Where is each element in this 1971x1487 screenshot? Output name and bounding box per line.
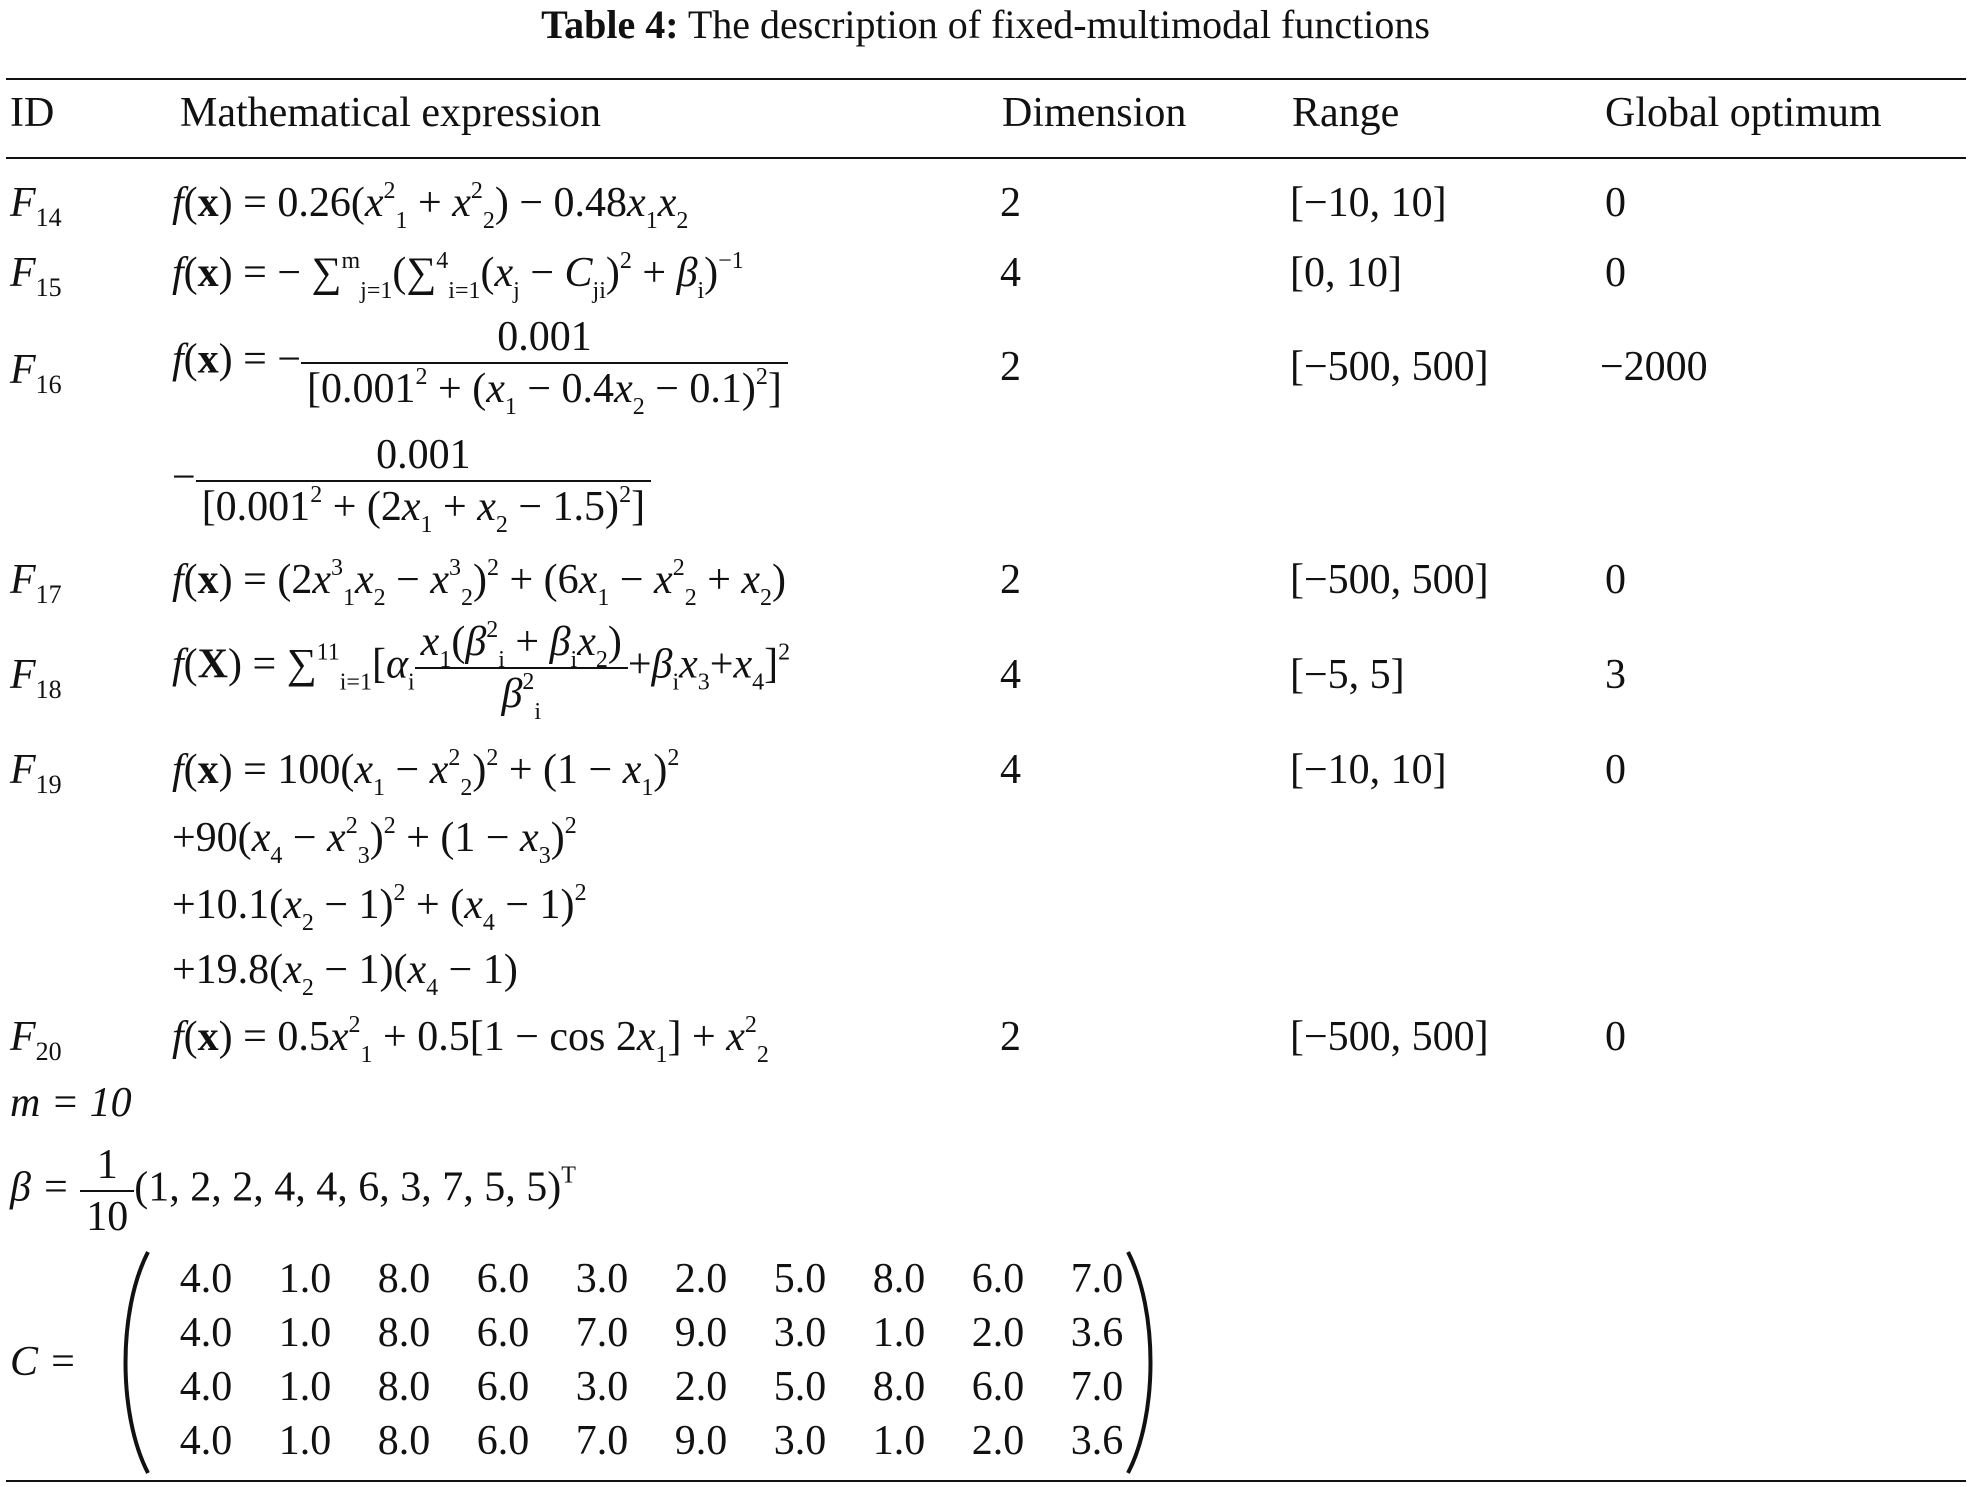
expression-f19-line3: $+10.1(x_2 - 1)^2 + (x_4 - 1)^2$	[172, 880, 587, 936]
expression-f16-line1: f(x) = − $\frac{0.001}{[0.001^2 + (x_1 - 0.4x_2 - 0.1)^2]}$	[172, 312, 788, 414]
table-caption-text: The description of fixed-multimodal functions	[687, 2, 1430, 47]
matrix-cell: 4.0	[179, 1418, 233, 1464]
bottom-rule	[6, 1480, 1966, 1482]
note-c-lhs: C =	[10, 1339, 77, 1385]
expression-f19-line2: $+90(x_4 - x^2_3)^2 + (1 - x_3)^2$	[172, 813, 577, 869]
optimum-f16: −2000	[1600, 344, 1708, 390]
matrix-cell: 2.0	[971, 1418, 1025, 1464]
expression-f17: $f(x) = (2x^3_1x_2 - x^3_2)^2 + (6x_1 - x^2_2 + x_2)$	[172, 555, 787, 611]
note-beta	[10, 1140, 576, 1242]
matrix-cell: 8.0	[377, 1256, 431, 1302]
expression-f19-line4: $+19.8(x_2 - 1)(x_4 - 1)$	[172, 947, 518, 1001]
range-f17: [−500, 500]	[1290, 557, 1489, 603]
optimum-f18: 3	[1605, 652, 1626, 698]
beta-lhs: β =	[10, 1164, 70, 1211]
range-f15: [0, 10]	[1290, 250, 1402, 296]
matrix-cell: 1.0	[278, 1364, 332, 1410]
header-dimension: Dimension	[1002, 90, 1187, 136]
matrix-cell: 6.0	[476, 1418, 530, 1464]
matrix-cell: 8.0	[377, 1418, 431, 1464]
header-optimum: Global optimum	[1605, 90, 1882, 136]
matrix-row	[156, 1306, 1124, 1360]
row-id-f18: $F_{18}$	[10, 652, 62, 704]
table-caption-label: Table 4:	[541, 2, 679, 47]
dimension-f14: 2	[1000, 180, 1021, 226]
matrix-cell: 6.0	[476, 1256, 530, 1302]
beta-vector: (1, 2, 2, 4, 4, 6, 3, 7, 5, 5)	[134, 1164, 562, 1211]
matrix-row	[156, 1360, 1124, 1414]
matrix-cell: 8.0	[377, 1310, 431, 1356]
range-f16: [−500, 500]	[1290, 344, 1489, 390]
expression-f15: f(x) = − $\sum^m_{j=1}(\sum^4_{i=1}(x_j - C_{ji})^2 + \beta_i)^{-1}$	[172, 248, 744, 304]
matrix-cell: 2.0	[674, 1364, 728, 1410]
range-f20: [−500, 500]	[1290, 1014, 1489, 1060]
matrix-cell: 3.0	[575, 1256, 629, 1302]
left-paren	[112, 1250, 156, 1475]
matrix-cell: 4.0	[179, 1364, 233, 1410]
matrix-cell: 8.0	[377, 1364, 431, 1410]
optimum-f19: 0	[1605, 747, 1626, 793]
range-f18: [−5, 5]	[1290, 652, 1405, 698]
matrix-c	[112, 1250, 1164, 1475]
dimension-f17: 2	[1000, 557, 1021, 603]
matrix-cell: 5.0	[773, 1364, 827, 1410]
matrix-cell: 3.0	[773, 1310, 827, 1356]
dimension-f16: 2	[1000, 344, 1021, 390]
matrix-cell: 4.0	[179, 1256, 233, 1302]
matrix-cell: 9.0	[674, 1310, 728, 1356]
matrix-cell: 6.0	[476, 1310, 530, 1356]
matrix-cell: 8.0	[872, 1256, 926, 1302]
matrix-cell: 1.0	[872, 1310, 926, 1356]
header-id: ID	[10, 90, 55, 136]
range-f14: [−10, 10]	[1290, 180, 1447, 226]
expression-f16-line2: − $\frac{0.001}{[0.001^2 + (2x_1 + x_2 - 1.5)^2]}$	[172, 430, 651, 532]
dimension-f15: 4	[1000, 250, 1021, 296]
optimum-f17: 0	[1605, 557, 1626, 603]
matrix-cell: 4.0	[179, 1310, 233, 1356]
header-expression: Mathematical expression	[180, 90, 602, 136]
beta-frac-num: 1	[96, 1142, 118, 1188]
row-id-f14: $F_{14}$	[10, 180, 62, 232]
matrix-cell: 3.0	[575, 1364, 629, 1410]
expression-f20: $f(x) = 0.5x^2_1 + 0.5[1 - \cos 2x_1] + x^2_2$	[172, 1012, 769, 1068]
matrix-row	[156, 1252, 1124, 1306]
matrix-cell: 3.6	[1070, 1418, 1124, 1464]
matrix-cell: 9.0	[674, 1418, 728, 1464]
matrix-cell: 7.0	[1070, 1364, 1124, 1410]
matrix-cell: 7.0	[575, 1418, 629, 1464]
matrix-cell: 1.0	[278, 1310, 332, 1356]
matrix-cell: 5.0	[773, 1256, 827, 1302]
matrix-cell: 8.0	[872, 1364, 926, 1410]
matrix-cell: 2.0	[674, 1256, 728, 1302]
right-paren	[1120, 1250, 1164, 1475]
optimum-f20: 0	[1605, 1014, 1626, 1060]
matrix-cell: 6.0	[971, 1256, 1025, 1302]
row-id-f17: $F_{17}$	[10, 557, 62, 609]
matrix-cell: 1.0	[872, 1418, 926, 1464]
row-id-f16: $F_{16}$	[10, 347, 62, 399]
expression-f14: $f(x) = 0.26(x^2_1 + x^2_2) - 0.48x_1x_2$	[172, 178, 689, 234]
matrix-cell: 3.0	[773, 1418, 827, 1464]
dimension-f18: 4	[1000, 652, 1021, 698]
matrix-cell: 7.0	[1070, 1256, 1124, 1302]
matrix-cell: 7.0	[575, 1310, 629, 1356]
matrix-cell: 1.0	[278, 1418, 332, 1464]
row-id-f19: $F_{19}$	[10, 747, 62, 799]
dimension-f19: 4	[1000, 747, 1021, 793]
top-rule	[6, 78, 1966, 80]
matrix-cell: 6.0	[476, 1364, 530, 1410]
header-rule	[6, 157, 1966, 159]
expression-f18: $f(X) = \sum^{11}_{i=1}[\alpha_i$ $\frac{x_1(\beta^2_i + \beta_ix_2)}{\beta^2_i}$ $+\beta_ix_3+x_4]^2$	[172, 617, 791, 725]
beta-frac-den: 10	[80, 1190, 134, 1242]
matrix-cell: 2.0	[971, 1310, 1025, 1356]
table-caption	[0, 2, 1971, 48]
optimum-f15: 0	[1605, 250, 1626, 296]
optimum-f14: 0	[1605, 180, 1626, 226]
matrix-row	[156, 1414, 1124, 1468]
matrix-cell: 3.6	[1070, 1310, 1124, 1356]
expression-f19-line1: $f(x) = 100(x_1 - x^2_2)^2 + (1 - x_1)^2$	[172, 745, 680, 801]
matrix-cell: 1.0	[278, 1256, 332, 1302]
dimension-f20: 2	[1000, 1014, 1021, 1060]
beta-transpose: T	[561, 1162, 576, 1189]
note-m: m = 10	[10, 1080, 132, 1126]
header-range: Range	[1292, 90, 1400, 136]
matrix-cell: 6.0	[971, 1364, 1025, 1410]
row-id-f20: $F_{20}$	[10, 1014, 62, 1066]
row-id-f15: $F_{15}$	[10, 250, 62, 302]
range-f19: [−10, 10]	[1290, 747, 1447, 793]
